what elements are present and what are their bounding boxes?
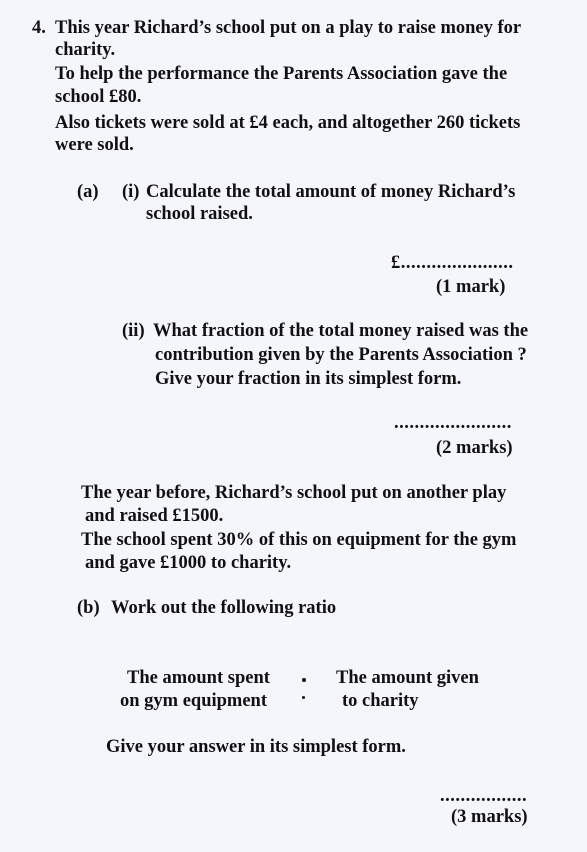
answer-line-b[interactable]: .................	[440, 786, 528, 806]
part-a-ii-text: contribution given by the Parents Association ?	[155, 345, 527, 365]
part-a-ii-text: What fraction of the total money raised was the	[153, 321, 529, 341]
ratio-right-line: to charity	[342, 691, 419, 711]
part-a-ii-label: (ii)	[122, 321, 145, 341]
ratio-right-line: The amount given	[336, 668, 479, 688]
question-number: 4.	[32, 18, 46, 38]
context-line: and gave £1000 to charity.	[85, 553, 292, 573]
part-b-label: (b)	[77, 598, 100, 618]
part-b-instruction: Work out the following ratio	[111, 598, 337, 618]
ratio-left-line: on gym equipment	[120, 691, 267, 711]
context-line: and raised £1500.	[85, 506, 224, 526]
marks-a-ii: (2 marks)	[436, 438, 513, 458]
context-line: The year before, Richard’s school put on another play	[81, 483, 507, 503]
part-a-i-text: Calculate the total amount of money Richard’s	[146, 182, 516, 202]
marks-a-i: (1 mark)	[436, 277, 506, 297]
part-a-i-text: school raised.	[146, 204, 253, 224]
part-a-ii-text: Give your fraction in its simplest form.	[155, 369, 462, 389]
intro-line: charity.	[55, 40, 116, 60]
part-a-label: (a)	[77, 182, 99, 202]
answer-line-a-ii[interactable]: .......................	[394, 413, 512, 433]
ratio-left-line: The amount spent	[127, 668, 270, 688]
context-line: The school spent 30% of this on equipment for the gym	[81, 530, 517, 550]
intro-line: school £80.	[55, 87, 142, 107]
part-a-i-label: (i)	[122, 182, 140, 202]
ratio-colon-icon	[302, 676, 307, 706]
marks-b: (3 marks)	[451, 807, 528, 827]
intro-line: were sold.	[55, 135, 134, 155]
answer-line-a-i[interactable]: £......................	[391, 253, 514, 273]
intro-line: Also tickets were sold at £4 each, and altogether 260 tickets	[55, 113, 521, 133]
intro-line: To help the performance the Parents Association gave the	[55, 64, 508, 84]
intro-line: This year Richard’s school put on a play to raise money for	[55, 18, 522, 38]
simplest-form-instruction: Give your answer in its simplest form.	[106, 737, 406, 757]
